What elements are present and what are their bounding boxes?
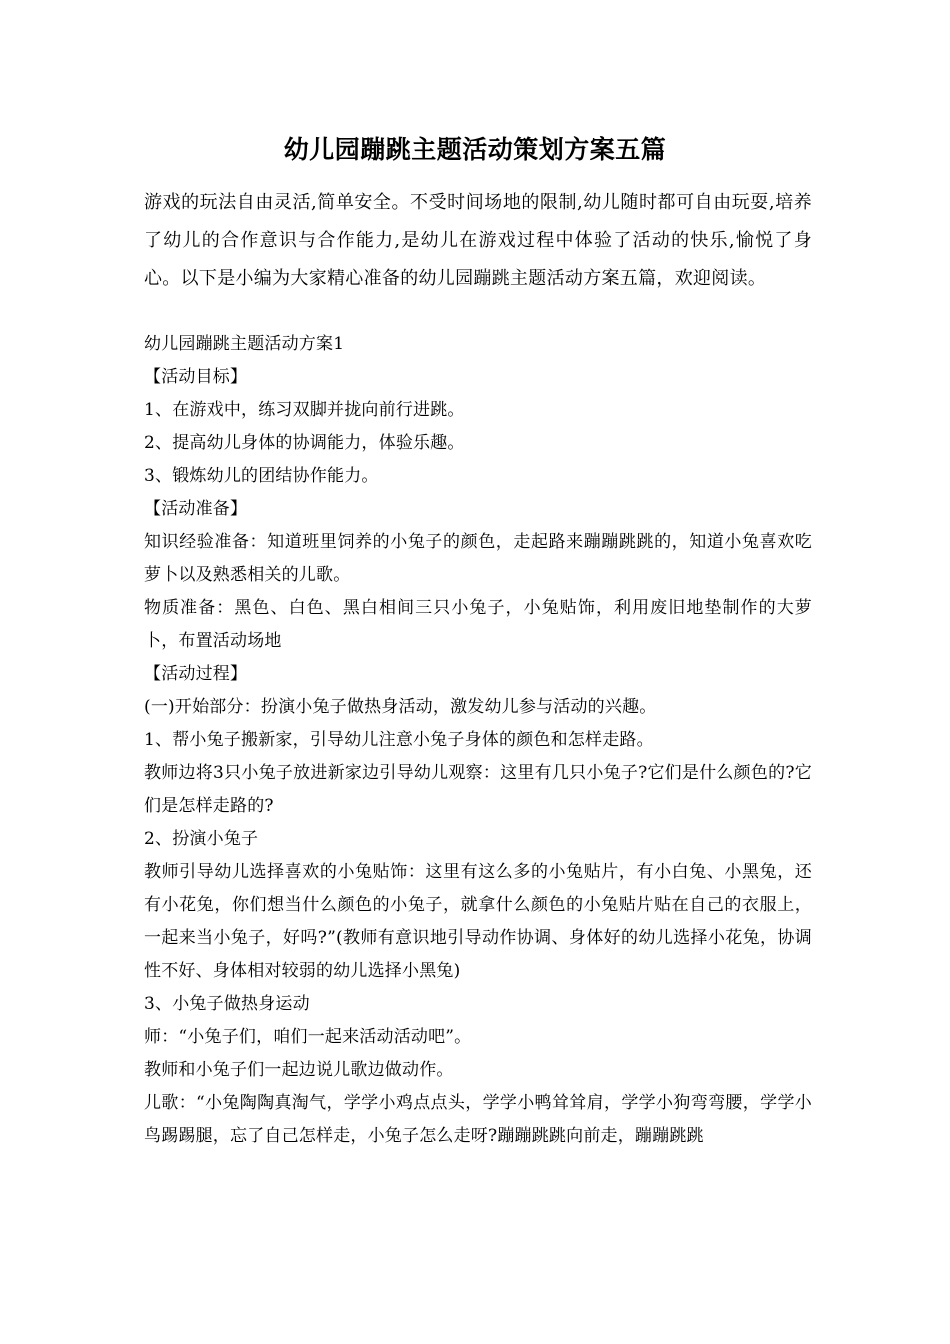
- body-paragraph: 教师和小兔子们一起边说儿歌边做动作。: [144, 1060, 454, 1080]
- body-paragraph: 1、帮小兔子搬新家，引导幼儿注意小兔子身体的颜色和怎样走路。: [144, 730, 654, 750]
- body-paragraph: 儿歌：“小兔陶陶真淘气，学学小鸡点点头，学学小鸭耸耸肩，学学小狗弯弯腰，学学小鸟踢踢腿，忘了自己怎样走，小兔子怎么走呀?蹦蹦跳跳向前走，蹦蹦跳跳: [144, 1093, 812, 1146]
- body-paragraph: 3、小兔子做热身运动: [144, 994, 310, 1014]
- body-paragraph: 知识经验准备：知道班里饲养的小兔子的颜色，走起路来蹦蹦跳跳的，知道小兔喜欢吃萝卜以及熟悉相关的儿歌。: [144, 532, 812, 585]
- body-paragraph: 3、锻炼幼儿的团结协作能力。: [144, 466, 379, 486]
- body-paragraph: 教师引导幼儿选择喜欢的小兔贴饰：这里有这么多的小兔贴片，有小白兔、小黑兔，还有小花兔，你们想当什么颜色的小兔子，就拿什么颜色的小兔贴片贴在自己的衣服上，一起来当小兔子，好吗?”(教师有意识地引导动作协调、身体好的幼儿选择小花兔，协调性不好、身体相对较弱的幼儿选择小黑兔): [144, 862, 812, 981]
- body-paragraph: 教师边将3只小兔子放进新家边引导幼儿观察：这里有几只小兔子?它们是什么颜色的?它们是怎样走路的?: [144, 763, 812, 816]
- intro-paragraph: 游戏的玩法自由灵活,简单安全。不受时间场地的限制,幼儿随时都可自由玩耍,培养了幼儿的合作意识与合作能力,是幼儿在游戏过程中体验了活动的快乐,愉悦了身心。以下是小编为大家精心准备的幼儿园蹦跳主题活动方案五篇，欢迎阅读。: [144, 192, 812, 289]
- subheading-process: 【活动过程】: [144, 664, 248, 684]
- body-paragraph: 师：“小兔子们，咱们一起来活动活动吧”。: [144, 1027, 472, 1047]
- document-body: [144, 328, 812, 1153]
- document-title: 幼儿园蹦跳主题活动策划方案五篇: [283, 135, 667, 164]
- body-paragraph: 2、提高幼儿身体的协调能力，体验乐趣。: [144, 433, 465, 453]
- section-heading: 幼儿园蹦跳主题活动方案1: [144, 334, 345, 354]
- body-paragraph: 物质准备：黑色、白色、黑白相间三只小兔子，小兔贴饰，利用废旧地垫制作的大萝卜，布置活动场地: [144, 598, 812, 651]
- subheading-goals: 【活动目标】: [144, 367, 248, 387]
- body-paragraph: 2、扮演小兔子: [144, 829, 259, 849]
- subheading-preparation: 【活动准备】: [144, 499, 248, 519]
- body-paragraph: 1、在游戏中，练习双脚并拢向前行进跳。: [144, 400, 465, 420]
- body-paragraph: (一)开始部分：扮演小兔子做热身活动，激发幼儿参与活动的兴趣。: [144, 697, 657, 717]
